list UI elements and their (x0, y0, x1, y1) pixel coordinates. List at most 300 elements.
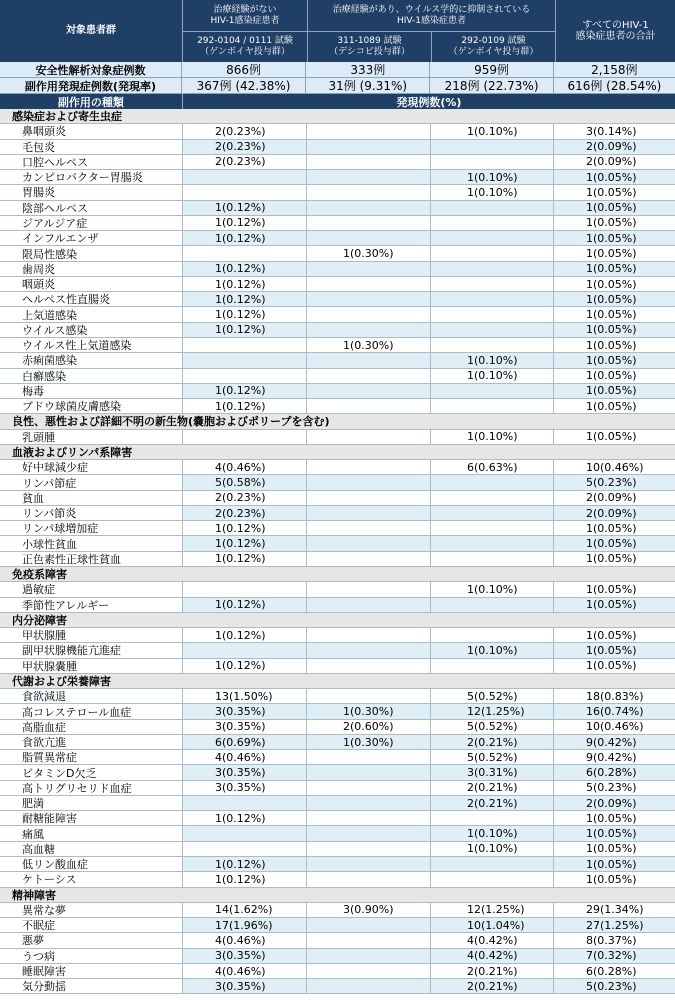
count-cell: 1(0.12%) (182, 536, 306, 550)
count-cell (430, 598, 553, 612)
count-cell: 5(0.52%) (430, 750, 553, 764)
category-row (0, 613, 675, 628)
table-row (0, 964, 675, 979)
count-cell: 1(0.05%) (553, 231, 675, 245)
count-cell (430, 628, 553, 642)
reaction-name: 気分動揺 (22, 980, 66, 994)
count-cell: 3(0.14%) (553, 124, 675, 138)
reaction-name: 梅毒 (22, 384, 44, 398)
count-cell: 2(0.21%) (430, 796, 553, 810)
count-cell: 1(0.05%) (553, 369, 675, 383)
table-row (0, 781, 675, 796)
type-column-label: 副作用の種類 (57, 95, 124, 109)
count-cell (306, 659, 430, 673)
count-cell (306, 185, 430, 199)
count-cell: 6(0.28%) (553, 964, 675, 978)
count-cell (430, 323, 553, 337)
table-row (0, 628, 675, 643)
reaction-name: 痛風 (22, 827, 44, 841)
count-cell: 1(0.12%) (182, 262, 306, 276)
header-divider (431, 31, 432, 62)
count-cell (182, 796, 306, 810)
count-cell: 2(0.23%) (182, 155, 306, 169)
count-cell: 1(0.05%) (553, 170, 675, 184)
table-row (0, 201, 675, 216)
count-cell (182, 353, 306, 367)
category-row (0, 674, 675, 689)
count-cell: 1(0.12%) (182, 216, 306, 230)
count-cell: 1(0.12%) (182, 307, 306, 321)
count-cell: 1(0.05%) (553, 872, 675, 886)
table-row (0, 262, 675, 277)
count-cell: 1(0.05%) (553, 185, 675, 199)
count-cell: 8(0.37%) (553, 933, 675, 947)
count-cell: 1(0.30%) (306, 338, 430, 352)
count-cell: 1(0.10%) (430, 430, 553, 444)
reaction-name: 高脂血症 (22, 720, 66, 734)
switch-patients-header: 治療経験があり、ウイルス学的に抑制されている HIV-1感染症患者 (332, 5, 531, 26)
count-cell: 5(0.23%) (553, 979, 675, 993)
table-row (0, 369, 675, 384)
table-row (0, 750, 675, 765)
count-cell: 1(0.05%) (553, 430, 675, 444)
table-row (0, 735, 675, 750)
category-row (0, 567, 675, 582)
count-cell: 17(1.96%) (182, 918, 306, 932)
count-cell: 13(1.50%) (182, 689, 306, 703)
count-cell: 1(0.12%) (182, 521, 306, 535)
count-cell (306, 811, 430, 825)
count-column-label: 発現例数(%) (182, 94, 675, 109)
table-row (0, 292, 675, 307)
count-cell (306, 933, 430, 947)
count-cell: 2(0.21%) (430, 735, 553, 749)
table-row (0, 872, 675, 887)
table-row (0, 826, 675, 841)
count-cell (306, 369, 430, 383)
count-cell: 1(0.12%) (182, 384, 306, 398)
reaction-name: 咽頭炎 (22, 278, 55, 292)
table-row (0, 552, 675, 567)
count-cell (306, 964, 430, 978)
count-cell: 2(0.09%) (553, 155, 675, 169)
count-cell: 1(0.05%) (553, 246, 675, 260)
summary-value: 218例 (22.73%) (429, 78, 552, 93)
table-header (0, 0, 675, 62)
table-row (0, 598, 675, 613)
count-cell: 1(0.12%) (182, 811, 306, 825)
count-cell: 5(0.23%) (553, 475, 675, 489)
reaction-name: 歯周炎 (22, 262, 55, 276)
reaction-name: 正色素性正球性貧血 (22, 552, 121, 566)
table-row (0, 475, 675, 490)
summary-value: 31例 (9.31%) (305, 78, 429, 93)
category-row (0, 445, 675, 460)
count-cell (306, 872, 430, 886)
count-cell (306, 857, 430, 871)
count-cell (430, 292, 553, 306)
count-cell: 1(0.12%) (182, 201, 306, 215)
summary-value: 959例 (429, 62, 552, 77)
reaction-name: ヘルペス性直腸炎 (22, 293, 110, 307)
count-cell: 1(0.10%) (430, 170, 553, 184)
count-cell: 1(0.05%) (553, 643, 675, 657)
summary-value: 367例 (42.38%) (181, 78, 305, 93)
naive-patients-header: 治療経験がない HIV-1感染症患者 (210, 5, 280, 26)
count-cell: 4(0.46%) (182, 750, 306, 764)
summary-label: 副作用発現症例数(発現率) (24, 79, 156, 93)
count-cell: 1(0.12%) (182, 292, 306, 306)
count-cell: 10(1.04%) (430, 918, 553, 932)
count-cell (306, 796, 430, 810)
count-cell: 10(0.46%) (553, 720, 675, 734)
count-cell: 6(0.69%) (182, 735, 306, 749)
reaction-name: 過敏症 (22, 583, 55, 597)
count-cell (306, 598, 430, 612)
reaction-name: 甲状腺嚢腫 (22, 659, 77, 673)
reaction-name: 異常な夢 (22, 903, 66, 917)
reaction-name: 食欲亢進 (22, 736, 66, 750)
count-cell (182, 582, 306, 596)
count-cell: 1(0.12%) (182, 323, 306, 337)
count-cell: 2(0.23%) (182, 124, 306, 138)
count-cell (306, 750, 430, 764)
count-cell (306, 155, 430, 169)
count-cell: 1(0.05%) (553, 842, 675, 856)
count-cell: 9(0.42%) (553, 735, 675, 749)
count-cell: 1(0.05%) (553, 857, 675, 871)
count-cell (306, 536, 430, 550)
summary-value: 866例 (181, 62, 305, 77)
category-label: 免疫系障害 (12, 568, 67, 582)
reaction-name: 好中球減少症 (22, 461, 88, 475)
count-cell (430, 277, 553, 291)
count-cell: 1(0.10%) (430, 582, 553, 596)
count-cell: 1(0.05%) (553, 598, 675, 612)
count-cell (182, 826, 306, 840)
count-cell (430, 231, 553, 245)
count-cell: 2(0.23%) (182, 506, 306, 520)
count-cell (430, 140, 553, 154)
reaction-name: リンパ球増加症 (22, 522, 99, 536)
table-row (0, 949, 675, 964)
count-cell (306, 842, 430, 856)
count-cell: 2(0.21%) (430, 964, 553, 978)
count-cell (430, 521, 553, 535)
count-cell (182, 430, 306, 444)
count-cell (306, 307, 430, 321)
count-cell (306, 292, 430, 306)
count-cell (430, 201, 553, 215)
count-cell (182, 170, 306, 184)
count-cell: 1(0.05%) (553, 552, 675, 566)
count-cell (306, 231, 430, 245)
count-cell: 9(0.42%) (553, 750, 675, 764)
count-cell (430, 506, 553, 520)
count-cell (306, 399, 430, 413)
table-row (0, 903, 675, 918)
count-cell: 10(0.46%) (553, 460, 675, 474)
count-cell: 1(0.05%) (553, 521, 675, 535)
count-cell: 2(0.23%) (182, 140, 306, 154)
reaction-name: 限局性感染 (22, 247, 77, 261)
count-cell: 3(0.35%) (182, 781, 306, 795)
count-cell: 1(0.10%) (430, 185, 553, 199)
reaction-name: ビタミンD欠乏 (22, 766, 97, 780)
header-divider (182, 31, 555, 32)
count-cell: 2(0.21%) (430, 979, 553, 993)
count-cell (306, 979, 430, 993)
table-row (0, 811, 675, 826)
count-cell (430, 872, 553, 886)
table-row (0, 857, 675, 872)
reaction-name: 低リン酸血症 (22, 858, 88, 872)
table-row (0, 338, 675, 353)
table-row (0, 430, 675, 445)
count-cell: 4(0.46%) (182, 933, 306, 947)
count-cell (306, 643, 430, 657)
count-cell: 1(0.05%) (553, 536, 675, 550)
count-cell (182, 369, 306, 383)
count-cell (306, 628, 430, 642)
count-cell (306, 949, 430, 963)
count-cell (306, 170, 430, 184)
count-cell: 6(0.28%) (553, 765, 675, 779)
reaction-name: 脂質異常症 (22, 751, 77, 765)
reaction-name: 甲状腺腫 (22, 629, 66, 643)
count-cell: 3(0.35%) (182, 765, 306, 779)
header-divider (555, 0, 556, 62)
count-cell (430, 659, 553, 673)
count-cell: 1(0.10%) (430, 124, 553, 138)
category-label: 血液およびリンパ系障害 (12, 445, 133, 459)
reaction-name: 赤痢菌感染 (22, 354, 77, 368)
count-cell (182, 246, 306, 260)
reaction-name: インフルエンザ (22, 232, 99, 246)
count-cell: 5(0.58%) (182, 475, 306, 489)
count-cell: 1(0.10%) (430, 369, 553, 383)
table-row (0, 307, 675, 322)
count-cell: 7(0.32%) (553, 949, 675, 963)
table-row (0, 231, 675, 246)
reaction-name: リンパ節症 (22, 476, 77, 490)
table-row (0, 643, 675, 658)
all-patients-header: すべてのHIV-1 感染症患者の合計 (575, 19, 656, 42)
count-cell (306, 765, 430, 779)
count-cell: 1(0.05%) (553, 628, 675, 642)
count-cell: 1(0.12%) (182, 399, 306, 413)
reaction-name: 上気道感染 (22, 308, 77, 322)
count-cell (306, 781, 430, 795)
count-cell: 1(0.12%) (182, 277, 306, 291)
count-cell (430, 475, 553, 489)
count-cell (306, 475, 430, 489)
count-cell: 1(0.30%) (306, 704, 430, 718)
count-cell (306, 201, 430, 215)
count-cell: 2(0.23%) (182, 491, 306, 505)
count-cell (182, 338, 306, 352)
count-cell: 2(0.60%) (306, 720, 430, 734)
reaction-name: 胃腸炎 (22, 186, 55, 200)
count-cell: 6(0.63%) (430, 460, 553, 474)
count-cell: 3(0.35%) (182, 949, 306, 963)
count-cell: 14(1.62%) (182, 903, 306, 917)
count-cell: 2(0.09%) (553, 506, 675, 520)
summary-value: 616例 (28.54%) (553, 78, 675, 93)
count-cell: 18(0.83%) (553, 689, 675, 703)
count-cell: 1(0.10%) (430, 842, 553, 856)
count-cell: 1(0.05%) (553, 307, 675, 321)
table-row (0, 246, 675, 261)
count-cell: 4(0.46%) (182, 460, 306, 474)
reaction-name: ウイルス感染 (22, 323, 88, 337)
target-group-header: 対象患者群 (66, 25, 116, 37)
count-cell: 1(0.12%) (182, 857, 306, 871)
count-cell (430, 491, 553, 505)
count-cell: 1(0.12%) (182, 598, 306, 612)
reaction-name: 高トリグリセリド血症 (22, 781, 132, 795)
count-cell: 1(0.05%) (553, 292, 675, 306)
count-cell: 12(1.25%) (430, 704, 553, 718)
count-cell: 3(0.35%) (182, 704, 306, 718)
reaction-name: ブドウ球菌皮膚感染 (22, 400, 121, 414)
reaction-name: 鼻咽頭炎 (22, 125, 66, 139)
table-row (0, 979, 675, 994)
reaction-name: 食欲減退 (22, 690, 66, 704)
count-cell (306, 124, 430, 138)
summary-value: 2,158例 (553, 62, 675, 77)
table-row (0, 323, 675, 338)
count-cell: 1(0.10%) (430, 826, 553, 840)
table-row (0, 170, 675, 185)
table-row (0, 277, 675, 292)
count-cell (430, 307, 553, 321)
summary-section (0, 62, 675, 94)
count-cell (430, 216, 553, 230)
count-cell: 1(0.05%) (553, 262, 675, 276)
count-cell (306, 689, 430, 703)
count-cell: 27(1.25%) (553, 918, 675, 932)
count-cell: 16(0.74%) (553, 704, 675, 718)
study-2-header: 311-1089 試験 （デシコビ投与群） (329, 36, 410, 57)
table-row (0, 536, 675, 551)
count-cell: 1(0.05%) (553, 201, 675, 215)
summary-value: 333例 (305, 62, 429, 77)
count-cell: 1(0.05%) (553, 338, 675, 352)
category-row (0, 888, 675, 903)
count-cell: 2(0.21%) (430, 781, 553, 795)
count-cell: 1(0.12%) (182, 872, 306, 886)
count-cell: 1(0.30%) (306, 246, 430, 260)
reaction-name: 副甲状腺機能亢進症 (22, 644, 121, 658)
count-cell: 29(1.34%) (553, 903, 675, 917)
count-cell (306, 460, 430, 474)
count-cell: 1(0.05%) (553, 399, 675, 413)
table-row (0, 491, 675, 506)
count-cell: 1(0.12%) (182, 552, 306, 566)
table-row (0, 140, 675, 155)
reaction-name: 白癬感染 (22, 369, 66, 383)
table-row (0, 582, 675, 597)
count-cell: 12(1.25%) (430, 903, 553, 917)
count-cell: 4(0.46%) (182, 964, 306, 978)
count-cell (430, 399, 553, 413)
count-cell: 1(0.05%) (553, 582, 675, 596)
reaction-name: 口腔ヘルペス (22, 155, 88, 169)
reaction-name: ケトーシス (22, 873, 77, 887)
reaction-name: 小球性貧血 (22, 537, 77, 551)
reaction-name: ジアルジア症 (22, 217, 88, 230)
count-cell (430, 246, 553, 260)
count-cell: 1(0.05%) (553, 384, 675, 398)
count-cell: 1(0.12%) (182, 628, 306, 642)
table-row (0, 689, 675, 704)
count-cell: 1(0.05%) (553, 277, 675, 291)
reaction-name: 不眠症 (22, 919, 55, 933)
category-label: 代謝および栄養障害 (12, 674, 111, 688)
count-cell: 5(0.52%) (430, 689, 553, 703)
count-cell (430, 857, 553, 871)
count-cell (430, 552, 553, 566)
count-cell: 1(0.05%) (553, 216, 675, 230)
reaction-name: カンピロバクター胃腸炎 (22, 171, 143, 185)
count-cell (306, 216, 430, 230)
reaction-name: 肥満 (22, 797, 44, 811)
category-label: 内分泌障害 (12, 613, 67, 627)
study-1-header: 292-0104 / 0111 試験 （ゲンボイヤ投与群） (197, 36, 293, 57)
table-row (0, 933, 675, 948)
count-cell (306, 430, 430, 444)
table-row (0, 384, 675, 399)
table-row (0, 918, 675, 933)
count-cell: 5(0.52%) (430, 720, 553, 734)
table-row (0, 155, 675, 170)
count-cell (306, 277, 430, 291)
count-cell: 1(0.05%) (553, 811, 675, 825)
count-cell: 1(0.10%) (430, 643, 553, 657)
summary-row (0, 78, 675, 94)
table-row (0, 353, 675, 368)
reaction-name: 高血糖 (22, 842, 55, 856)
summary-row (0, 62, 675, 78)
study-3-header: 292-0109 試験 （ゲンボイヤ投与群） (448, 36, 539, 57)
reaction-name: 睡眠障害 (22, 965, 66, 979)
table-row (0, 216, 675, 231)
table-body (0, 109, 675, 994)
count-cell (306, 353, 430, 367)
table-row (0, 506, 675, 521)
category-label: 精神障害 (12, 888, 56, 902)
count-cell (430, 338, 553, 352)
category-row (0, 414, 675, 429)
table-row (0, 460, 675, 475)
count-cell (306, 582, 430, 596)
count-cell: 1(0.30%) (306, 735, 430, 749)
count-cell: 1(0.05%) (553, 659, 675, 673)
count-cell (430, 155, 553, 169)
count-cell (430, 384, 553, 398)
reaction-name: 貧血 (22, 491, 44, 505)
reaction-name: うつ病 (22, 949, 55, 963)
count-cell (306, 552, 430, 566)
count-cell: 5(0.23%) (553, 781, 675, 795)
reaction-name: 乳頭腫 (22, 430, 55, 444)
count-cell: 4(0.42%) (430, 949, 553, 963)
category-label: 感染症および寄生虫症 (12, 110, 122, 124)
table-row (0, 720, 675, 735)
count-cell (182, 643, 306, 657)
count-cell (430, 262, 553, 276)
